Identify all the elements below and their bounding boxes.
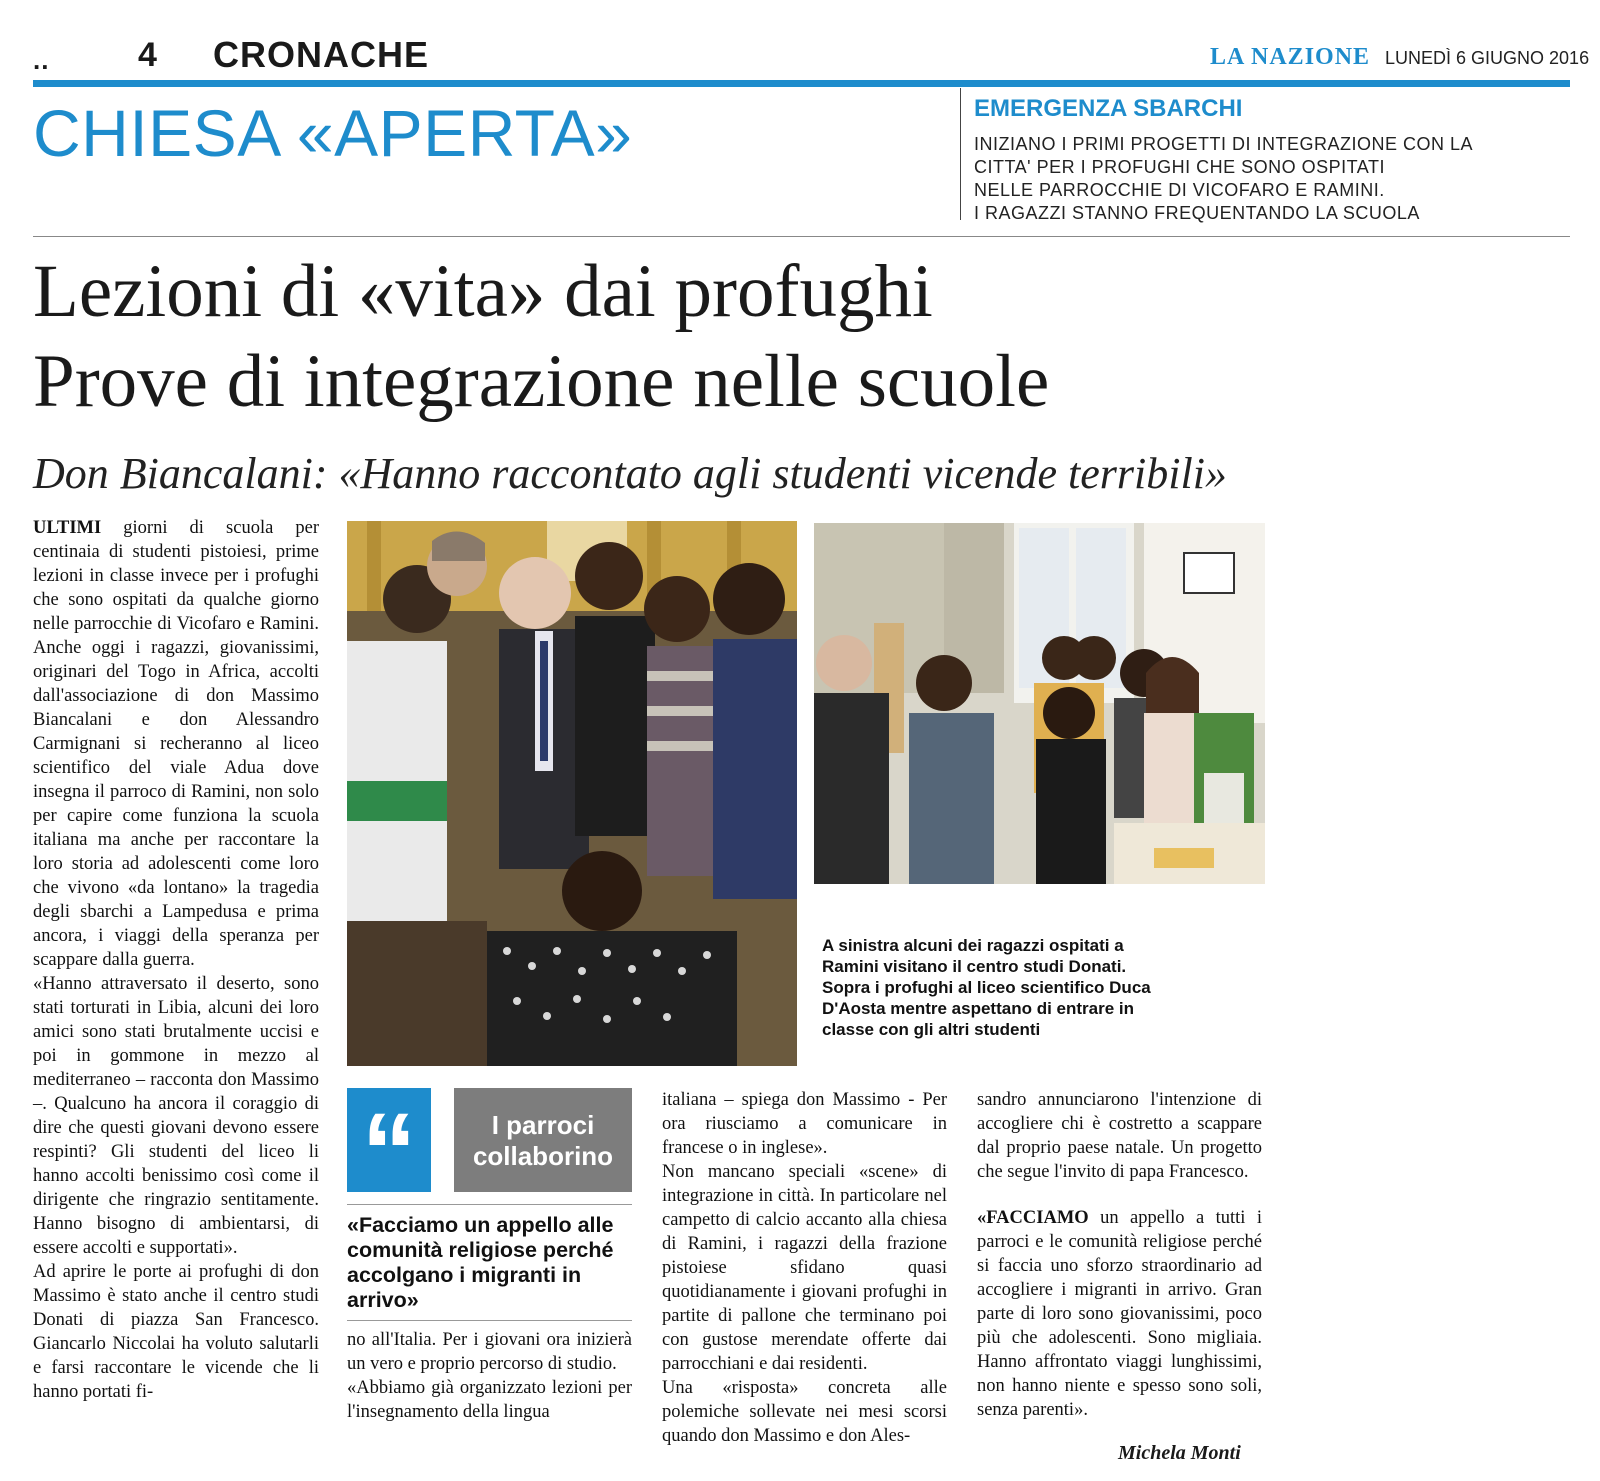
photo-illustration <box>347 521 797 1066</box>
paragraph: «Abbiamo già organizzato lezioni per l'insegnamento della lingua <box>347 1378 632 1422</box>
lead-word: «FACCIAMO <box>977 1208 1089 1228</box>
quote-label-box <box>454 1088 632 1192</box>
headline <box>33 247 1049 427</box>
headline-line-1: Lezioni di «vita» dai profughi <box>33 250 933 333</box>
quote-mark-icon: “ <box>347 1088 431 1192</box>
quote-rule-bottom <box>347 1320 632 1321</box>
author-signature: Michela Monti <box>1118 1442 1241 1464</box>
paragraph: Una «risposta» concreta alle polemiche sollevate nei mesi scorsi quando don Massimo e don Ales- <box>662 1378 947 1446</box>
subheadline: Don Biancalani: «Hanno raccontato agli studenti vicende terribili» <box>33 449 1227 498</box>
photo-illustration <box>814 523 1265 884</box>
page-dots: .. <box>33 45 50 75</box>
quote-label-line: collaborino <box>472 1141 614 1171</box>
paragraph: sandro annunciarono l'intenzione di accogliere chi è costretto a scappare dal proprio paese natale. Un progetto che segue l'invito di papa Francesco. <box>977 1090 1262 1182</box>
paragraph: Non mancano speciali «scene» di integrazione in città. In particolare nel campetto di calcio accanto alla chiesa di Ramini, i ragazzi della frazione pistoiese sfidano quasi quotidianamente i giovani profughi in partite di pallone che terminano poi con gustose merendate offerte dai parrocchiani e dai residenti. <box>662 1162 947 1374</box>
photo-classroom <box>814 523 1265 884</box>
photo-group-portrait <box>347 521 797 1066</box>
quote-label-line: I parroci <box>491 1110 595 1140</box>
sidebar-line: I RAGAZZI STANNO FREQUENTANDO LA SCUOLA <box>974 203 1420 223</box>
kicker: CHIESA «APERTA» <box>33 96 633 170</box>
lead-word: ULTIMI <box>33 518 102 538</box>
paragraph: Ad aprire le porte ai profughi di don Massimo è stato anche il centro studi Donati di piazza San Francesco. Giancarlo Niccolai ha voluto salutarli e farsi raccontare le vicende che li hanno portati fi- <box>33 1262 319 1402</box>
header-rule <box>33 80 1570 87</box>
sidebar-line: NELLE PARROCCHIE DI VICOFARO E RAMINI. <box>974 180 1385 200</box>
article-column-4 <box>977 1088 1262 1422</box>
paragraph: italiana – spiega don Massimo - Per ora riusciamo a comunicare in francese o in inglese». <box>662 1090 947 1158</box>
masthead: LA NAZIONE <box>1210 44 1371 70</box>
issue-date: LUNEDÌ 6 GIUGNO 2016 <box>1385 48 1590 68</box>
quote-rule-top <box>347 1204 632 1205</box>
paragraph: «Hanno attraversato il deserto, sono stati torturati in Libia, alcuni dei loro amici sono stati brutalmente uccisi e poi in gommone in mezzo al mediterraneo – racconta don Massimo –. Qualcuno ha ancora il coraggio di dire che questi giovani devono essere respinti? Gli studenti del liceo li hanno accolti benissimo così come il dirigente che ringrazio sentitamente. Hanno bisogno di ambientarsi, di essere accolti e supportati». <box>33 974 319 1258</box>
paragraph-text: giorni di scuola per centinaia di studenti pistoiesi, prime lezioni in classe invece per i profughi che sono ospitati da qualche giorno nelle parrocchie di Vicofaro e Ramini. Anche oggi i ragazzi, giovanissimi, originari del Togo in Africa, accolti dall'associazione di don Massimo Biancalani e don Alessandro Carmignani si recheranno al liceo scientifico del viale Adua dove insegna il parroco di Ramini, non solo per capire come funziona la scuola italiana ma anche per raccontare la loro storia ad adolescenti come loro che vivono «da lontano» la tragedia degli sbarchi a Lampedusa e prima ancora, i viaggi della speranza per scappare dalla guerra. <box>33 518 319 970</box>
sidebar-title: EMERGENZA SBARCHI <box>974 95 1243 122</box>
paragraph-text: un appello a tutti i parroci e le comunità religiose perché si faccia uno sforzo straordinario ad accogliere i migranti in arrivo. Gran parte di loro sono giovanissimi, poco più che adolescenti. Sono migliaia. Hanno affrontato viaggi lunghissimi, non hanno niente e spesso sono soli, senza parenti». <box>977 1208 1262 1420</box>
sidebar-line: INIZIANO I PRIMI PROGETTI DI INTEGRAZIONE CON LA <box>974 134 1474 154</box>
paragraph <box>33 516 319 972</box>
article-column-1 <box>33 516 319 1404</box>
article-column-2 <box>347 1328 632 1424</box>
headline-line-2: Prove di integrazione nelle scuole <box>33 340 1050 423</box>
sidebar-line: CITTA' PER I PROFUGHI CHE SONO OSPITATI <box>974 157 1385 177</box>
paragraph <box>977 1206 1262 1422</box>
pull-quote-text: «Facciamo un appello alle comunità religiose perché accolgano i migranti in arrivo» <box>347 1213 614 1312</box>
page-number: 4 <box>138 36 157 74</box>
sidebar-summary <box>974 133 1574 225</box>
headline-rule <box>33 236 1570 237</box>
section-title: CRONACHE <box>213 34 430 75</box>
sidebar-divider <box>960 88 961 220</box>
photo-caption: A sinistra alcuni dei ragazzi ospitati a Ramini visitano il centro studi Donati. Sopra i profughi al liceo scientifico Duca D'Aosta mentre aspettano di entrare in classe con gli altri studenti <box>822 936 1151 1039</box>
article-column-3 <box>662 1088 947 1448</box>
paragraph: no all'Italia. Per i giovani ora inizierà un vero e proprio percorso di studio. <box>347 1330 632 1374</box>
